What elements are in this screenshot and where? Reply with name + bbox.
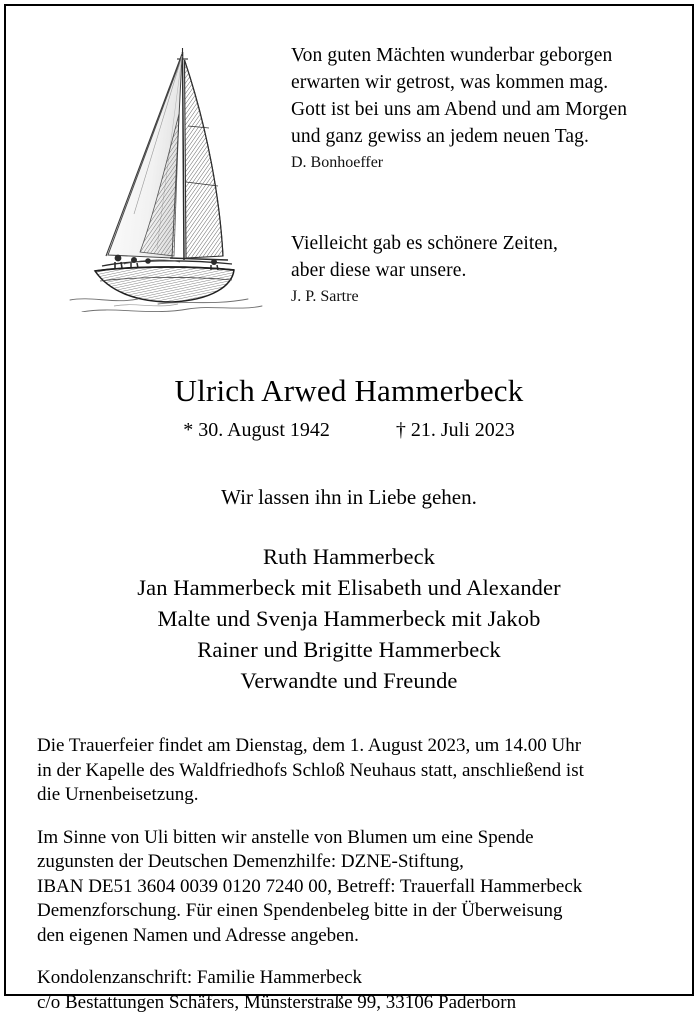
deceased-name: Ulrich Arwed Hammerbeck — [6, 372, 692, 410]
detail-line: die Urnenbeisetzung. — [37, 783, 666, 808]
survivor-line: Rainer und Brigitte Hammerbeck — [6, 634, 692, 665]
quote-line: Von guten Mächten wunderbar geborgen — [291, 42, 691, 69]
quote-line: und ganz gewiss an jedem neuen Tag. — [291, 123, 691, 150]
condolence-address-paragraph — [37, 966, 666, 1015]
life-dates — [6, 417, 692, 443]
detail-line: Im Sinne von Uli bitten wir anstelle von Blumen um eine Spende — [37, 826, 666, 851]
detail-line: in der Kapelle des Waldfriedhofs Schloß Neuhaus statt, anschließend ist — [37, 759, 666, 784]
detail-line: zugunsten der Deutschen Demenzhilfe: DZNE-Stiftung, — [37, 850, 666, 875]
detail-line: den eigenen Namen und Adresse angeben. — [37, 924, 666, 949]
header-area — [6, 6, 692, 318]
quote-author: D. Bonhoeffer — [291, 152, 691, 174]
survivor-line: Jan Hammerbeck mit Elisabeth und Alexander — [6, 572, 692, 603]
detail-line: c/o Bestattungen Schäfers, Münsterstraße 99, 33106 Paderborn — [37, 991, 666, 1015]
quote-line: aber diese war unsere. — [291, 257, 691, 284]
quote-line: Vielleicht gab es schönere Zeiten, — [291, 230, 691, 257]
survivors-list — [6, 541, 692, 696]
quote-bonhoeffer — [291, 42, 691, 174]
quote-author: J. P. Sartre — [291, 286, 691, 308]
notice-border-frame — [4, 4, 694, 996]
detail-line: Kondolenzanschrift: Familie Hammerbeck — [37, 966, 666, 991]
funeral-service-paragraph — [37, 734, 666, 808]
death-date: † 21. Juli 2023 — [396, 417, 515, 443]
sailboat-icon — [62, 34, 292, 312]
detail-line: Demenzforschung. Für einen Spendenbeleg bitte in der Überweisung — [37, 899, 666, 924]
quote-line: Gott ist bei uns am Abend und am Morgen — [291, 96, 691, 123]
donation-paragraph — [37, 826, 666, 949]
iban-line: IBAN DE51 3604 0039 0120 7240 00, Betreff: Trauerfall Hammerbeck — [37, 875, 666, 900]
details-section — [6, 734, 692, 1015]
survivor-line: Verwandte und Freunde — [6, 665, 692, 696]
memorial-block — [6, 372, 692, 696]
survivor-line: Ruth Hammerbeck — [6, 541, 692, 572]
farewell-message: Wir lassen ihn in Liebe gehen. — [6, 483, 692, 511]
quote-line: erwarten wir getrost, was kommen mag. — [291, 69, 691, 96]
birth-date: * 30. August 1942 — [183, 417, 330, 443]
detail-line: Die Trauerfeier findet am Dienstag, dem 1. August 2023, um 14.00 Uhr — [37, 734, 666, 759]
quote-sartre — [291, 230, 691, 308]
survivor-line: Malte und Svenja Hammerbeck mit Jakob — [6, 603, 692, 634]
